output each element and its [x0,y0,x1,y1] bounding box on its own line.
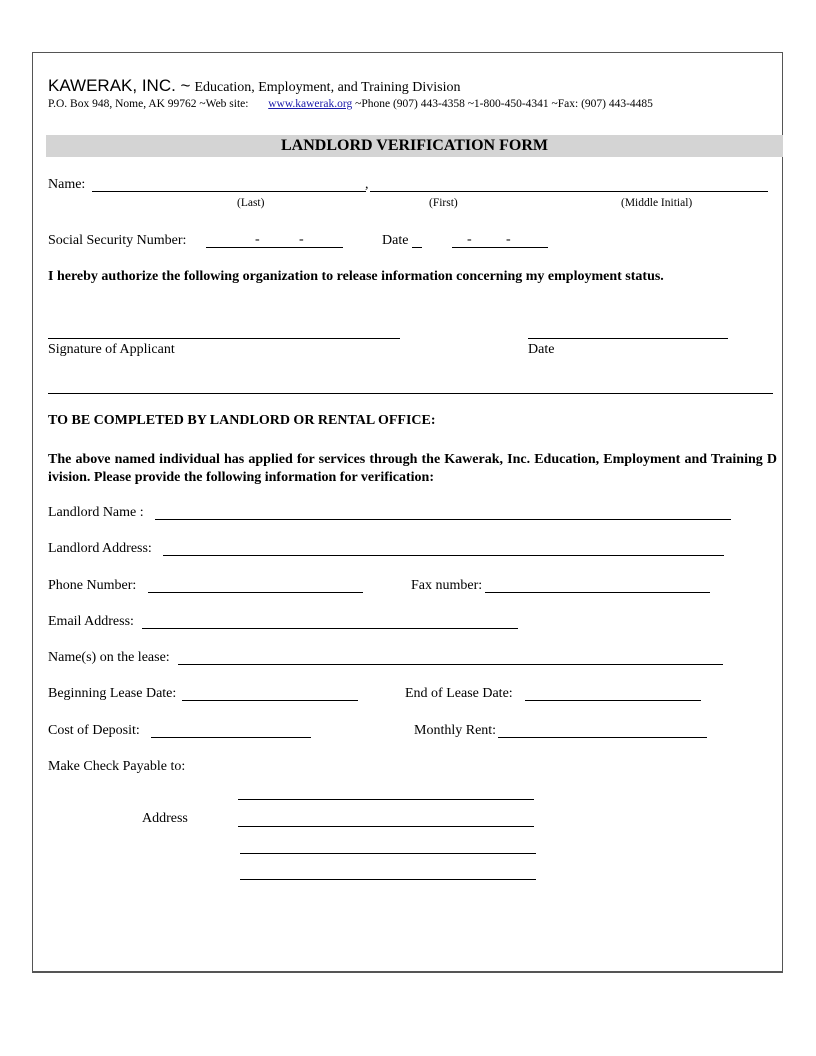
ssn-label: Social Security Number: [48,233,187,248]
letterhead [48,76,460,96]
deposit-field[interactable] [151,737,311,738]
last-name-field[interactable] [92,191,366,192]
rent-field[interactable] [498,737,707,738]
first-caption: (First) [429,197,458,209]
signature-label: Signature of Applicant [48,342,175,357]
last-caption: (Last) [237,197,265,209]
authorization-statement: I hereby authorize the following organization to release information concerning my employment status. [48,269,664,284]
signature-field[interactable] [48,338,400,339]
postal-address: P.O. Box 948, Nome, AK 99762 ~Web site: [48,98,249,110]
landlord-name-field[interactable] [155,519,731,520]
begin-lease-label: Beginning Lease Date: [48,686,177,701]
landlord-name-label: Landlord Name : [48,505,144,520]
lease-names-field[interactable] [178,664,723,665]
payee-address-line-2[interactable] [240,853,536,854]
end-lease-field[interactable] [525,700,701,701]
date-label: Date [382,233,409,248]
name-comma: , [365,177,369,192]
email-label: Email Address: [48,614,134,629]
division-name: Education, Employment, and Training Division [194,80,461,95]
phone-label: Phone Number: [48,578,137,593]
begin-lease-field[interactable] [182,700,358,701]
contact-line [48,98,653,110]
date-dash-1: - [467,232,472,247]
first-middle-field[interactable] [370,191,768,192]
address-block-label: Address [142,811,188,826]
landlord-intro: The above named individual has applied for services through the Kawerak, Inc. Education, Employment and Training D ivision. Please provide the following information for verification: [48,452,777,485]
middle-caption: (Middle Initial) [621,197,693,209]
ssn-field[interactable] [206,247,343,248]
section-divider [48,393,773,394]
rent-label: Monthly Rent: [414,723,497,738]
date-dash-2: - [506,232,511,247]
email-field[interactable] [142,628,518,629]
landlord-address-label: Landlord Address: [48,541,152,556]
signature-date-label: Date [528,342,555,357]
fax-label: Fax number: [411,578,483,593]
landlord-heading: TO BE COMPLETED BY LANDLORD OR RENTAL OFFICE: [48,413,436,428]
payee-field[interactable] [238,799,534,800]
form-title: LANDLORD VERIFICATION FORM [281,137,548,154]
deposit-label: Cost of Deposit: [48,723,140,738]
signature-date-field[interactable] [528,338,728,339]
payable-label: Make Check Payable to: [48,759,186,774]
lease-names-label: Name(s) on the lease: [48,650,170,665]
landlord-address-field[interactable] [163,555,724,556]
company-name: KAWERAK, INC. ~ [48,76,191,95]
payee-address-line-3[interactable] [240,879,536,880]
ssn-dash-2: - [299,232,304,247]
ssn-dash-1: - [255,232,260,247]
fax-field[interactable] [485,592,710,593]
end-lease-label: End of Lease Date: [405,686,513,701]
phone-field[interactable] [148,592,363,593]
phone-fax: ~Phone (907) 443-4358 ~1-800-450-4341 ~Fax: (907) 443-4485 [355,98,653,110]
date-field-prefix[interactable] [412,247,422,248]
website-link[interactable]: www.kawerak.org [268,98,353,110]
payee-address-line-1[interactable] [238,826,534,827]
name-label: Name: [48,177,86,192]
